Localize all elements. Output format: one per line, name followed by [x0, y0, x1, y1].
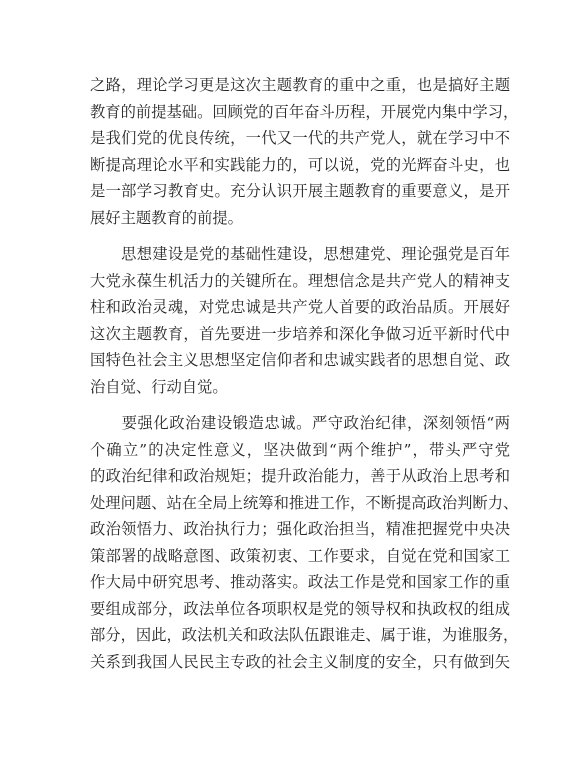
text-line: 之路，理论学习更是这次主题教育的重中之重，也是搞好主题: [90, 76, 510, 94]
text-line: 教育的前提基础。回顾党的百年奋斗历程，开展党内集中学习，: [90, 102, 519, 121]
text-line: 断提高理论水平和实践能力的，可以说，党的光辉奋斗史，也: [90, 155, 510, 174]
text-line: 大党永葆生机活力的关键所在。理想信念是共产党人的精神支: [90, 271, 510, 290]
paragraph-1: [90, 72, 519, 231]
text-line: 思想建设是党的基础性建设，思想建党、理论强党是百年: [90, 245, 510, 263]
text-line: 柱和政治灵魂，对党忠诚是共产党人首要的政治品质。开展好: [90, 298, 510, 316]
text-line: 是一部学习教育史。充分认识开展主题教育的重要意义，是开: [90, 182, 510, 200]
text-line: 个确立”的决定性意义，坚决做到“两个维护”，带头严守党: [90, 440, 510, 459]
text-line: 策部署的战略意图、政策初衷、工作要求，自觉在党和国家工: [90, 546, 510, 565]
text-line: 的政治纪律和政治规矩；提升政治能力，善于从政治上思考和: [90, 467, 510, 485]
text-line: 治自觉、行动自觉。: [90, 377, 228, 396]
text-line: 处理问题、站在全局上统筹和推进工作，不断提高政治判断力、: [90, 493, 519, 512]
text-line: 这次主题教育，首先要进一步培养和深化争做习近平新时代中: [90, 324, 510, 343]
body-text: [90, 72, 519, 685]
paragraph-3: [90, 410, 519, 675]
text-line: 是我们党的优良传统，一代又一代的共产党人，就在学习中不: [90, 129, 510, 147]
text-line: 要组成部分，政法单位各项职权是党的领导权和执政权的组成: [90, 599, 510, 618]
text-line: 要强化政治建设锻造忠诚。严守政治纪律，深刻领悟“两: [90, 414, 510, 432]
text-line: 关系到我国人民民主专政的社会主义制度的安全，只有做到矢: [90, 652, 510, 671]
paragraph-2: [90, 241, 510, 400]
text-line: 政治领悟力、政治执行力；强化政治担当，精准把握党中央决: [90, 520, 510, 538]
text-line: 国特色社会主义思想坚定信仰者和忠诚实践者的思想自觉、政: [90, 351, 510, 369]
text-line: 作大局中研究思考、推动落实。政法工作是党和国家工作的重: [90, 573, 510, 591]
text-line: 部分，因此，政法机关和政法队伍跟谁走、属于谁，为谁服务，: [90, 626, 519, 644]
text-line: 展好主题教育的前提。: [90, 208, 243, 227]
